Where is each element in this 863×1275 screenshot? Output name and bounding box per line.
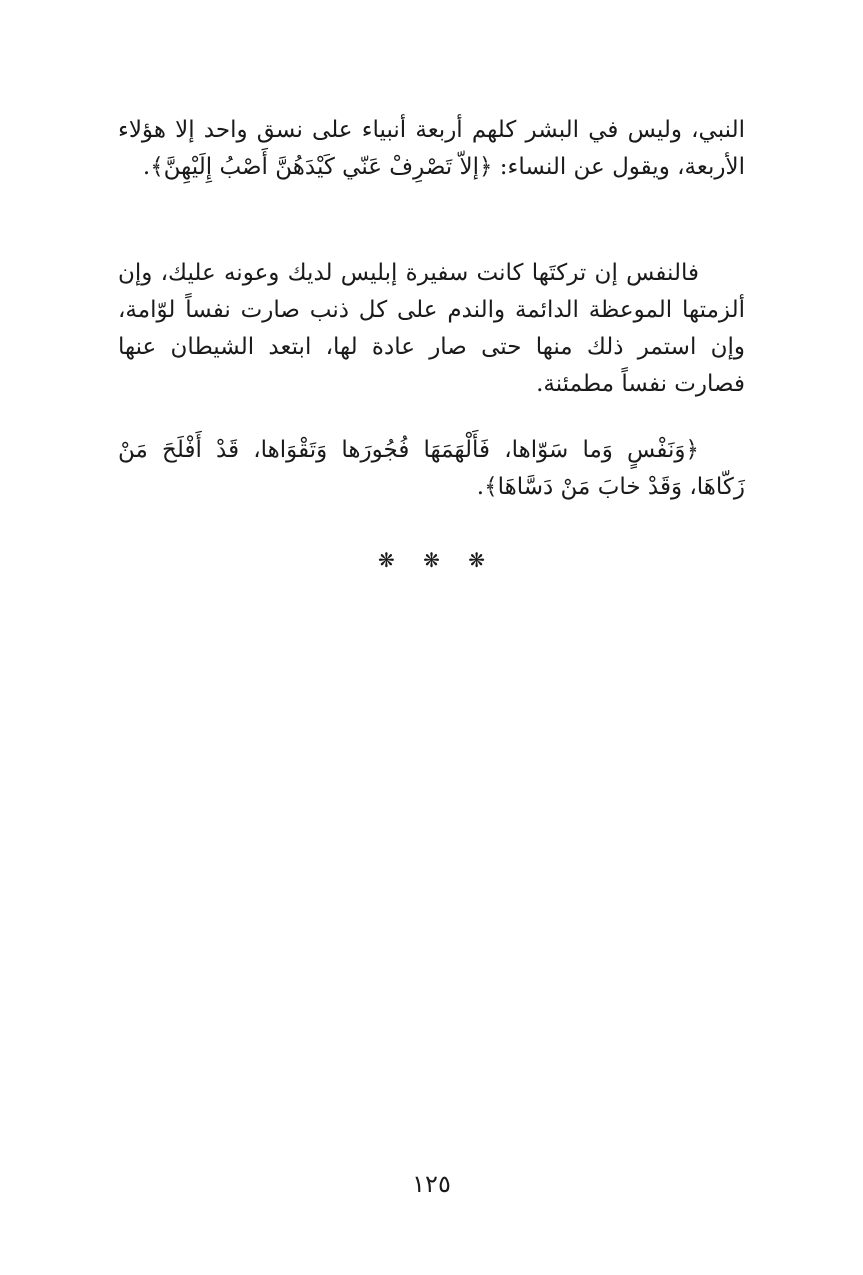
- separator-star-icon: ❋: [377, 548, 395, 572]
- paragraph-soul-description: فالنفس إن تركتَها كانت سفيرة إبليس لديك وعونه عليك، وإن ألزمتها الموعظة الدائمة والندم على كل ذنب صارت نفساً لوّامة، وإن استمر ذلك منها حتى صار عادة لها، ابتعد الشيطان عنها فصارت نفساً مطمئنة.: [118, 260, 745, 397]
- page-number: ١٢٥: [412, 1170, 451, 1198]
- separator-star-icon: ❋: [468, 548, 485, 572]
- section-separator: [0, 548, 863, 572]
- paragraph-quran-verse: ﴿وَنَفْسٍ وَما سَوّاها، فَأَلْهَمَهَا فُجُورَها وَتَقْوَاها، قَدْ أَفْلَحَ مَنْ زَكّاهَا، وَقَدْ خابَ مَنْ دَسَّاهَا﴾.: [118, 437, 745, 500]
- paragraph-prophets-continuation: النبي، وليس في البشر كلهم أربعة أنبياء على نسق واحد إلا هؤلاء الأربعة، ويقول عن النساء: ﴿إلاّ تَصْرِفْ عَنّي كَيْدَهُنَّ أَصْبُ إِلَيْهِنَّ﴾.: [118, 117, 745, 180]
- separator-star-icon: ❋: [423, 548, 440, 572]
